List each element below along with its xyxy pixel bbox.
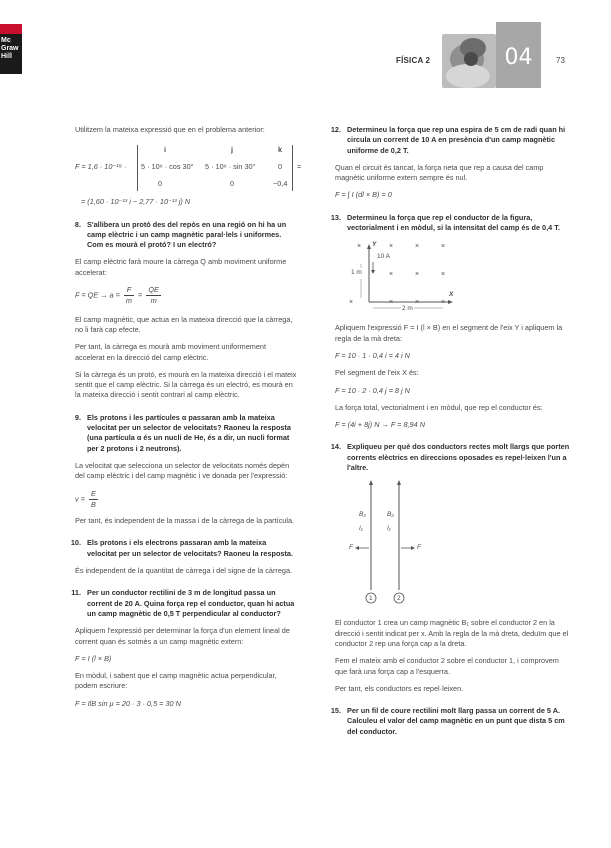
current-label: I₁ xyxy=(359,525,363,533)
matrix-head-k: k xyxy=(278,145,283,155)
question-text: Els protons i les partícules α passaran amb la mateixa velocitat per un selector de velocitats? Raoneu la resposta (una partícula α és un nucli de He, és a dir, un nucli format per 2 protons i 2 neutrons). xyxy=(87,412,291,453)
question-number: 9. xyxy=(74,412,81,422)
matrix-cell: 0 xyxy=(278,162,283,172)
question-text: Els protons i els electrons passaran amb la mateixa velocitat per un selector de velocitats? Raoneu la resposta. xyxy=(87,538,294,558)
matrix-cell: −0,4 xyxy=(273,179,288,189)
diagram-cross: × xyxy=(357,243,362,251)
diagram-cross: × xyxy=(415,271,420,279)
answer-text: Apliquem l'expressió per determinar la força d'un element lineal de corrent quan és sotmès a un camp magnètic extern: xyxy=(75,626,290,646)
question-number: 15. xyxy=(330,706,341,716)
matrix-cell: 5 · 10⁶ · sin 30° xyxy=(205,162,256,172)
question-8 xyxy=(75,220,297,251)
answer-text: La força total, vectorialment i en mòdul, que rep el conductor és: xyxy=(335,402,543,412)
diagram-cross: × xyxy=(389,299,394,307)
page-number: 73 xyxy=(556,56,565,65)
axis-y-label: Y xyxy=(372,241,377,249)
diagram-cross: × xyxy=(441,243,446,251)
diagram-cross: × xyxy=(441,271,446,279)
equation xyxy=(75,285,297,307)
conductor-2-label: 2 xyxy=(397,595,401,603)
diagram-cross: × xyxy=(389,271,394,279)
question-15 xyxy=(330,706,571,737)
fraction-numerator: E xyxy=(89,489,98,500)
diagram-cross: × xyxy=(415,299,420,307)
answer-text: Fem el mateix amb el conductor 2 sobre el conductor 1, i comprovem que farà una força cap a l'esquerra. xyxy=(335,656,559,676)
matrix-cell: 5 · 10⁶ · cos 30° xyxy=(141,162,194,172)
diagram-cross: × xyxy=(349,299,354,307)
answer-text: Si la càrrega és un protó, es mourà en la mateixa direcció i el mateix sentit que el camp elèctric. Si la càrrega és un electró, es mourà en la mateixa direcció i sentit contrari al camp elèctric. xyxy=(75,369,297,400)
equation: F = I (l × B) xyxy=(75,653,112,663)
fraction-denominator: m xyxy=(125,296,133,306)
publisher-logo xyxy=(0,24,22,74)
equation: F = ∫ I (dl × B) = 0 xyxy=(335,190,392,200)
matrix-result: = (1,60 · 10⁻¹³ i − 2,77 · 10⁻¹³ j) N xyxy=(81,197,191,207)
current-label: I₁ xyxy=(387,525,391,533)
answer-text: És independent de la quantitat de càrrega i del signe de la càrrega. xyxy=(75,566,293,576)
question-text: Expliqueu per què dos conductors rectes molt llargs que porten corrents elèctrics en direccions oposades es repel·leixen l'un a l'altre. xyxy=(347,442,570,473)
equation: F = (4i + 8j) N → F = 8,94 N xyxy=(335,420,425,430)
question-text: Per un conductor rectilini de 3 m de longitud passa un corrent de 20 A. Quina força rep el conductor, quan hi actua un camp magnètic de 0,5 T perpendicular al conductor? xyxy=(87,588,295,618)
answer-text: El camp magnètic, que actua en la mateixa direcció que la càrrega, no li farà cap efecte. xyxy=(75,314,293,334)
answer-text: El conductor 1 crea un camp magnètic B₁ sobre el conductor 2 en la direcció i sentit indicat per x. Amb la regla de la mà dreta, deduïm que el conductor 2 rep una força cap a la dreta. xyxy=(335,618,569,648)
parallel-conductors-diagram xyxy=(349,480,429,608)
fraction xyxy=(146,285,161,307)
answer-text: La velocitat que selecciona un selector de velocitats només depèn del camp elèctric i del camp magnètic i ve donada per l'expressió: xyxy=(75,460,290,481)
answer-text: En mòdul, i sabent que el camp magnètic actua perpendicular, podem escriure: xyxy=(75,671,277,691)
length-1m-label: 1 m xyxy=(351,268,362,278)
question-number: 8. xyxy=(74,219,81,229)
matrix-equals: = xyxy=(297,162,302,172)
fraction xyxy=(124,285,134,307)
question-10 xyxy=(70,538,297,559)
diagram-cross: × xyxy=(415,243,420,251)
question-text: Per un fil de coure rectilini molt llarg passa un corrent de 5 A. Calculeu el valor del camp magnètic en un punt que dista 5 cm del conductor. xyxy=(347,706,565,736)
force-label: F xyxy=(417,544,421,552)
force-label: F xyxy=(349,544,353,552)
question-number: 13. xyxy=(330,212,341,222)
left-column xyxy=(70,125,302,716)
current-label: 10 A xyxy=(377,253,391,261)
question-number: 11. xyxy=(71,588,81,598)
equation-part: = xyxy=(138,290,143,300)
matrix-head-i: i xyxy=(164,145,167,155)
diagram-cross: × xyxy=(441,299,446,307)
question-12 xyxy=(330,125,571,156)
axis-x-label: X xyxy=(449,291,454,299)
answer-text: Per tant, la càrrega es mourà amb moviment uniformement accelerat en la direcció del camp elèctric. xyxy=(75,342,267,362)
matrix-cell: 0 xyxy=(158,179,163,189)
question-text: S'allibera un protó des del repòs en una regió on hi ha un camp elèctric i un camp magnètic paral·lels i uniformes. Com es mourà el protó? I un electró? xyxy=(87,219,287,250)
logo-line: Graw xyxy=(1,45,19,52)
conductor-1-label: 1 xyxy=(369,595,373,603)
intro-text: Utilitzem la mateixa expressió que en el problema anterior: xyxy=(75,125,265,134)
fraction-denominator: B xyxy=(90,499,96,509)
answer-text: Quan el circuit és tancat, la força neta que rep a causa del camp magnètic uniforme extern sempre és nul. xyxy=(335,162,544,183)
field-label: B₂ xyxy=(387,511,394,519)
field-label: B₂ xyxy=(359,511,366,519)
equation: F = 10 · 2 · 0,4 j = 8 j N xyxy=(335,385,410,395)
answer-text: Per tant, els conductors es repel·leixen. xyxy=(335,683,464,693)
unit-image xyxy=(442,34,496,88)
logo-line: Hill xyxy=(1,53,12,60)
right-column xyxy=(330,125,571,744)
question-number: 14. xyxy=(330,442,341,452)
fraction xyxy=(89,489,98,511)
matrix-lhs: F = 1,6 · 10⁻¹⁹ · xyxy=(75,162,127,172)
diagram-cross: × xyxy=(389,243,394,251)
equation-part: v = xyxy=(75,494,85,504)
equation-part: F = QE → a = xyxy=(75,290,120,300)
question-text: Determineu la força que rep el conductor de la figura, vectorialment i en mòdul, si la intensitat del camp és de 0,4 T. xyxy=(347,212,560,233)
answer-text: Pel segment de l'eix X és: xyxy=(335,368,419,378)
question-text: Determineu la força que rep una espira de 5 cm de radi quan hi circula un corrent de 10 A en presència d'un camp magnètic uniforme de 0,2 T. xyxy=(347,125,566,155)
equation: F = IlB sin μ = 20 · 3 · 0,5 = 30 N xyxy=(75,698,181,708)
logo-line: Mc xyxy=(1,37,11,44)
matrix-equation xyxy=(75,145,302,191)
question-number: 12. xyxy=(330,125,341,134)
answer-text: Apliquem l'expressió F = I (l × B) en el segment de l'eix Y i apliquem la regla de la mà dreta: xyxy=(335,323,563,343)
question-13 xyxy=(330,212,571,234)
subject-label: FÍSICA 2 xyxy=(396,56,431,65)
question-11 xyxy=(71,588,297,619)
question-14 xyxy=(330,442,571,473)
question-9 xyxy=(75,413,297,454)
length-2m-label: 2 m xyxy=(401,304,414,314)
fraction-denominator: m xyxy=(150,296,157,306)
unit-number: 04 xyxy=(496,22,541,88)
fraction-numerator: QE xyxy=(146,285,161,296)
equation xyxy=(75,489,297,511)
answer-text: Per tant, és independent de la massa i de la càrrega de la partícula. xyxy=(75,516,295,526)
question-number: 10. xyxy=(70,538,81,548)
matrix-cell: 0 xyxy=(230,179,235,189)
matrix-head-j: j xyxy=(231,145,234,155)
answer-text: El camp elèctric farà moure la càrrega Q amb moviment uniforme accelerat: xyxy=(75,257,287,277)
fraction-numerator: F xyxy=(124,285,134,296)
equation: F = 10 · 1 · 0,4 i = 4 i N xyxy=(335,350,410,360)
conductor-diagram xyxy=(343,240,461,315)
